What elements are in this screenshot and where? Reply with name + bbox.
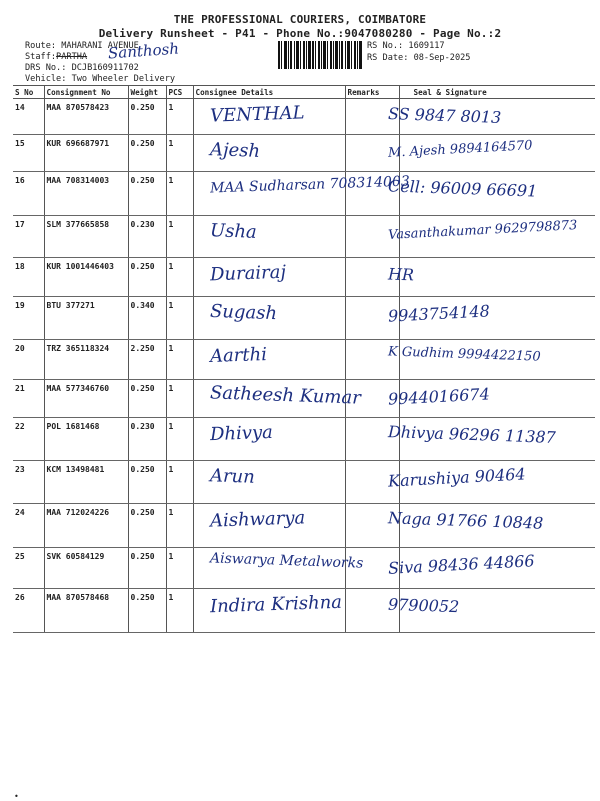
signature-handwriting: Karushiya 90464 (387, 464, 527, 491)
consignee-handwriting: VENTHAL (209, 102, 305, 127)
row-seal-cell (399, 258, 595, 297)
rs-number: RS No.: 1609117 (367, 41, 445, 51)
table-row (13, 216, 595, 258)
row-sno: 21 (13, 380, 44, 418)
signature-handwriting: Cell: 96009 66691 (387, 176, 538, 201)
consignee-handwriting: Aarthi (209, 344, 268, 367)
row-consignment: SLM 377665858 (44, 216, 128, 258)
staff-label: Staff: (25, 52, 57, 62)
table-row (13, 297, 595, 340)
row-sno: 18 (13, 258, 44, 297)
signature-handwriting: K Gudhim 9994422150 (387, 344, 541, 365)
page-footer-mark: • (14, 792, 19, 801)
row-remarks-cell (345, 418, 399, 461)
row-consignee-cell (193, 297, 345, 340)
row-sno: 20 (13, 340, 44, 380)
consignee-handwriting: Dhivya (209, 421, 274, 446)
table-row (13, 258, 595, 297)
row-consignee-cell (193, 216, 345, 258)
row-consignment: KUR 696687971 (44, 135, 128, 172)
row-consignee-cell (193, 548, 345, 589)
row-consignee-cell (193, 504, 345, 548)
table-row (13, 172, 595, 216)
row-sno: 22 (13, 418, 44, 461)
runsheet-table (13, 85, 595, 633)
consignee-handwriting: MAA Sudharsan 708314003 (209, 173, 411, 197)
row-remarks-cell (345, 172, 399, 216)
row-consignment: MAA 870578468 (44, 589, 128, 633)
signature-handwriting: Vasanthakumar 9629798873 (387, 218, 578, 243)
row-weight: 0.250 (128, 258, 166, 297)
row-remarks-cell (345, 216, 399, 258)
row-remarks-cell (345, 461, 399, 504)
row-pcs: 1 (166, 297, 193, 340)
row-seal-cell (399, 297, 595, 340)
table-row (13, 380, 595, 418)
row-remarks-cell (345, 340, 399, 380)
row-weight: 0.250 (128, 135, 166, 172)
col-remarks: Remarks (345, 86, 399, 99)
row-consignee-cell (193, 418, 345, 461)
row-seal-cell (399, 589, 595, 633)
row-consignment: KCM 13498481 (44, 461, 128, 504)
row-sno: 25 (13, 548, 44, 589)
drs-number: DRS No.: DCJB160911702 (25, 63, 139, 73)
staff-signature-handwriting: Santhosh (107, 39, 180, 63)
consignee-handwriting: Ajesh (209, 139, 261, 162)
table-row (13, 99, 595, 135)
row-weight: 0.250 (128, 172, 166, 216)
col-consignee: Consignee Details (193, 86, 345, 99)
table-row (13, 548, 595, 589)
row-remarks-cell (345, 548, 399, 589)
row-consignee-cell (193, 461, 345, 504)
table-row (13, 589, 595, 633)
row-pcs: 1 (166, 216, 193, 258)
row-consignment: MAA 870578423 (44, 99, 128, 135)
staff-line (25, 52, 87, 63)
row-seal-cell (399, 172, 595, 216)
row-consignee-cell (193, 340, 345, 380)
table-row (13, 135, 595, 172)
row-consignee-cell (193, 589, 345, 633)
row-weight: 0.250 (128, 461, 166, 504)
row-weight: 0.230 (128, 216, 166, 258)
row-remarks-cell (345, 589, 399, 633)
row-consignment: MAA 708314003 (44, 172, 128, 216)
row-consignee-cell (193, 258, 345, 297)
col-seal: Seal & Signature (399, 86, 595, 99)
row-pcs: 1 (166, 99, 193, 135)
row-pcs: 1 (166, 380, 193, 418)
row-seal-cell (399, 461, 595, 504)
row-weight: 0.250 (128, 548, 166, 589)
row-pcs: 1 (166, 504, 193, 548)
barcode (278, 41, 362, 69)
row-consignment: TRZ 365118324 (44, 340, 128, 380)
row-remarks-cell (345, 258, 399, 297)
table-row (13, 504, 595, 548)
row-remarks-cell (345, 504, 399, 548)
row-weight: 0.250 (128, 99, 166, 135)
row-seal-cell (399, 418, 595, 461)
row-weight: 0.250 (128, 380, 166, 418)
col-pcs: PCS (166, 86, 193, 99)
row-consignment: KUR 1001446403 (44, 258, 128, 297)
row-seal-cell (399, 135, 595, 172)
consignee-handwriting: Satheesh Kumar (209, 382, 362, 409)
row-sno: 23 (13, 461, 44, 504)
row-weight: 0.340 (128, 297, 166, 340)
row-remarks-cell (345, 135, 399, 172)
row-consignment: MAA 712024226 (44, 504, 128, 548)
signature-handwriting: 9790052 (387, 594, 460, 617)
consignee-handwriting: Indira Krishna (209, 591, 343, 618)
row-sno: 26 (13, 589, 44, 633)
row-sno: 16 (13, 172, 44, 216)
row-pcs: 1 (166, 258, 193, 297)
row-seal-cell (399, 340, 595, 380)
signature-handwriting: 9943754148 (387, 301, 491, 326)
row-pcs: 1 (166, 135, 193, 172)
row-weight: 0.250 (128, 589, 166, 633)
col-weight: Weight (128, 86, 166, 99)
row-seal-cell (399, 504, 595, 548)
row-consignment: BTU 377271 (44, 297, 128, 340)
row-seal-cell (399, 380, 595, 418)
row-sno: 17 (13, 216, 44, 258)
row-sno: 24 (13, 504, 44, 548)
row-weight: 2.250 (128, 340, 166, 380)
row-pcs: 1 (166, 340, 193, 380)
row-remarks-cell (345, 99, 399, 135)
row-sno: 14 (13, 99, 44, 135)
row-consignee-cell (193, 380, 345, 418)
row-consignment: MAA 577346760 (44, 380, 128, 418)
signature-handwriting: SS 9847 8013 (387, 104, 502, 127)
row-pcs: 1 (166, 589, 193, 633)
col-sno: S No (13, 86, 44, 99)
row-weight: 0.230 (128, 418, 166, 461)
row-remarks-cell (345, 380, 399, 418)
row-pcs: 1 (166, 548, 193, 589)
consignee-handwriting: Aiswarya Metalworks (209, 550, 364, 572)
signature-handwriting: Siva 98436 44866 (387, 551, 536, 578)
row-seal-cell (399, 548, 595, 589)
row-consignee-cell (193, 172, 345, 216)
table-row (13, 418, 595, 461)
row-pcs: 1 (166, 418, 193, 461)
row-consignee-cell (193, 99, 345, 135)
row-seal-cell (399, 99, 595, 135)
signature-handwriting: Naga 91766 10848 (387, 508, 544, 533)
row-sno: 19 (13, 297, 44, 340)
staff-name-struck: PARTHA (56, 52, 88, 62)
table-row (13, 461, 595, 504)
vehicle-type: Vehicle: Two Wheeler Delivery (25, 74, 176, 84)
row-consignment: SVK 60584129 (44, 548, 128, 589)
consignee-handwriting: Arun (209, 465, 256, 488)
row-consignee-cell (193, 135, 345, 172)
route-label: Route: MAHARANI AVENUE (25, 41, 139, 51)
table-row (13, 340, 595, 380)
signature-handwriting: HR (387, 264, 415, 285)
col-consignment: Consignment No (44, 86, 128, 99)
row-consignment: POL 1681468 (44, 418, 128, 461)
rs-date: RS Date: 08-Sep-2025 (367, 53, 471, 63)
consignee-handwriting: Durairaj (209, 261, 287, 286)
row-remarks-cell (345, 297, 399, 340)
consignee-handwriting: Aishwarya (209, 507, 306, 532)
consignee-handwriting: Sugash (209, 300, 278, 325)
runsheet-title: Delivery Runsheet - P41 - Phone No.:9047080280 - Page No.:2 (98, 27, 502, 40)
company-title: THE PROFESSIONAL COURIERS, COIMBATORE (173, 13, 427, 26)
row-sno: 15 (13, 135, 44, 172)
row-weight: 0.250 (128, 504, 166, 548)
row-pcs: 1 (166, 172, 193, 216)
consignee-handwriting: Usha (209, 220, 258, 243)
signature-handwriting: 9944016674 (387, 384, 491, 409)
row-seal-cell (399, 216, 595, 258)
row-pcs: 1 (166, 461, 193, 504)
signature-handwriting: Dhivya 96296 11387 (387, 422, 557, 447)
signature-handwriting: M. Ajesh 9894164570 (387, 138, 533, 161)
table-header-row (13, 86, 595, 99)
